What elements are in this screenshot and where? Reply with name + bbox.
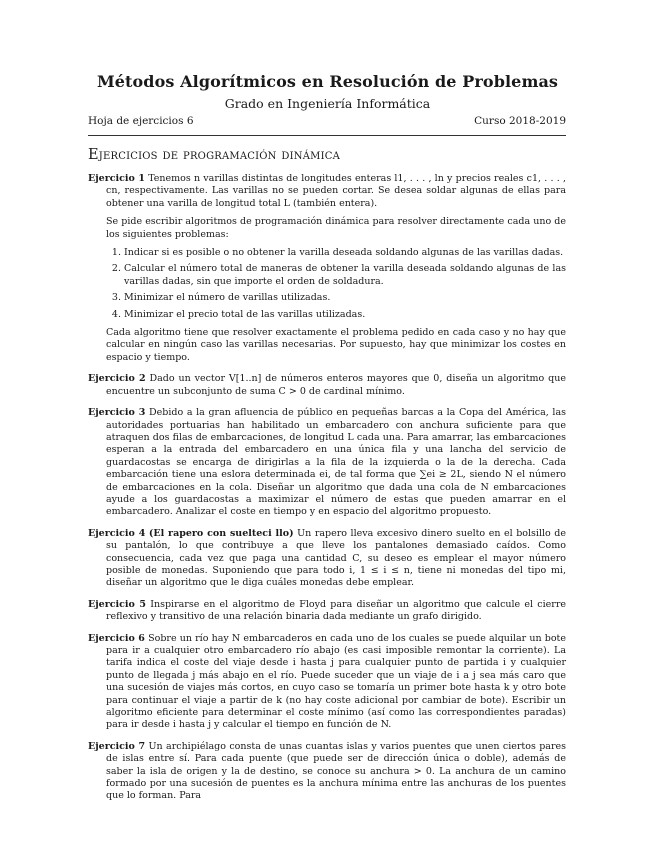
exercise-4: [88, 528, 566, 590]
exercise-text: Sobre un río hay N embarcaderos en cada uno de los cuales se puede alquilar un bote para ir a cualquier otro embarcadero río abajo (es casi imposible remontar la corriente). La tarifa indica el coste del viaje desde i hasta j para cualquier punto de partida i y cualquier punto de llegada j más abajo en el río. Puede suceder que un viaje de i a j sea más caro que una sucesión de viajes más cortos, en cuyo caso se tomaría un primer bote hasta k y otro bote para continuar el viaje a partir de k (no hay coste adicional por cambiar de bote). Escribir un algoritmo eficiente para determinar el coste mínimo (así como las correspondientes paradas) para ir desde i hasta j y calcular el tiempo en función de N.: [106, 632, 566, 731]
list-item: 2. Calcular el número total de maneras de obtener la varilla deseada soldando algunas de las varillas dadas, sin que importe el orden de soldadura.: [124, 263, 566, 288]
exercise-label: Ejercicio 2: [88, 373, 146, 385]
list-item: 3. Minimizar el número de varillas utilizadas.: [124, 292, 566, 304]
list-item: 1. Indicar si es posible o no obtener la varilla deseada soldando algunas de las varillas dadas.: [124, 247, 566, 259]
exercise-label: Ejercicio 7: [88, 740, 146, 752]
exercise-label: Ejercicio 4: [88, 527, 146, 539]
exercise-label: Ejercicio 3: [88, 407, 146, 419]
exercise-list: [88, 173, 566, 812]
exercise-label: Ejercicio 1: [88, 173, 145, 184]
exercise-text: Un rapero lleva excesivo dinero suelto en el bolsillo de su pantalón, lo que contribuye a que lleve los pantalones demasiado caídos. Como consecuencia, cada vez que paga una cantidad C, su deseo es emplear el mayor número posible de monedas. Suponiendo que para todo i, 1 ≤ i ≤ n, tiene ni monedas del tipo mi, diseñar un algoritmo que le diga cuáles monedas debe emplear.: [106, 527, 567, 589]
exercise-3: [88, 407, 566, 519]
exercise-paragraph: [88, 599, 566, 624]
exercise-2: [88, 373, 566, 398]
exercise-paragraph: [88, 407, 566, 519]
exercise-subtask-list: [88, 247, 566, 321]
exercise-text: Dado un vector V[1..n] de números enteros mayores que 0, diseña un algoritmo que encuentre un subconjunto de suma C > 0 de cardinal mínimo.: [106, 373, 566, 397]
exercise-text: Tenemos n varillas distintas de longitudes enteras l1, . . . , ln y precios reales c1, . . . , cn, respectivamente. Las varillas no se pueden cortar. Se desea soldar algunas de ellas para obtener una varilla de longitud total L (también entera).: [106, 173, 566, 209]
exercise-paragraph: Se pide escribir algoritmos de programación dinámica para resolver directamente cada uno de los siguientes problemas:: [106, 216, 566, 240]
exercise-5: [88, 599, 566, 624]
exercise-7: [88, 741, 566, 803]
exercise-paragraph: Cada algoritmo tiene que resolver exactamente el problema pedido en cada caso y no hay que calcular en ningún caso las varillas necesarias. Por supuesto, hay que minimizar los costes en espacio y tiempo.: [106, 327, 566, 363]
sheet-label: Hoja de ejercicios 6: [88, 115, 194, 127]
document-subtitle: Grado en Ingeniería Informática: [224, 96, 431, 111]
exercise-label: Ejercicio 5: [88, 598, 146, 610]
exercise-1: [88, 173, 566, 364]
header-rule: [88, 135, 566, 136]
course-label: Curso 2018-2019: [474, 115, 566, 127]
exercise-text: Inspirarse en el algoritmo de Floyd para diseñar un algoritmo que calcule el cierre reflexivo y transitivo de una relación binaria dada mediante un grafo dirigido.: [106, 598, 566, 623]
exercise-label: Ejercicio 6: [88, 632, 145, 644]
exercise-text: Un archipiélago consta de unas cuantas islas y varios puentes que unen ciertos pares de islas entre sí. Para cada puente (que puede ser de dirección única o doble), además de saber la isla de origen y la de destino, se conoce su anchura > 0. La anchura de un camino formado por una sucesión de puentes es la anchura mínima entre las anchuras de los puentes que lo forman. Para: [106, 740, 566, 802]
document-title: Métodos Algorítmicos en Resolución de Problemas: [96, 72, 559, 91]
exercise-paragraph: [88, 373, 566, 398]
exercise-title: (El rapero con suelteci llo): [148, 527, 294, 539]
list-item: 4. Minimizar el precio total de las varillas utilizadas.: [124, 309, 566, 321]
exercise-6: [88, 633, 566, 732]
exercise-paragraph: [88, 173, 566, 210]
exercise-paragraph: [88, 528, 566, 590]
section-title: Ejercicios de programación dinámica: [88, 147, 341, 163]
exercise-text: Debido a la gran afluencia de público en pequeñas barcas a la Copa del América, las autoridades portuarias han habilitado un embarcadero con anchura suficiente para que atraquen dos filas de embarcaciones, de longitud L cada una. Para amarrar, las embarcaciones esperan a la entrada del embarcadero en una única fila y una lancha del servicio de guardacostas se encarga de dirigirlas a la fila de la izquierda o la de la derecha. Cada embarcación tiene una eslora determinada ei, de tal forma que ∑ei ≥ 2L, siendo N el número de embarcaciones en la cola. Diseñar un algoritmo que dada una cola de N embarcaciones ayude a los guardacostas a maximizar el número de estas que pueden amarrar en el embarcadero. Analizar el coste en tiempo y en espacio del algoritmo propuesto.: [106, 407, 566, 518]
exercise-paragraph: [88, 633, 566, 732]
exercise-paragraph: [88, 741, 566, 803]
meta-row: [88, 115, 566, 127]
